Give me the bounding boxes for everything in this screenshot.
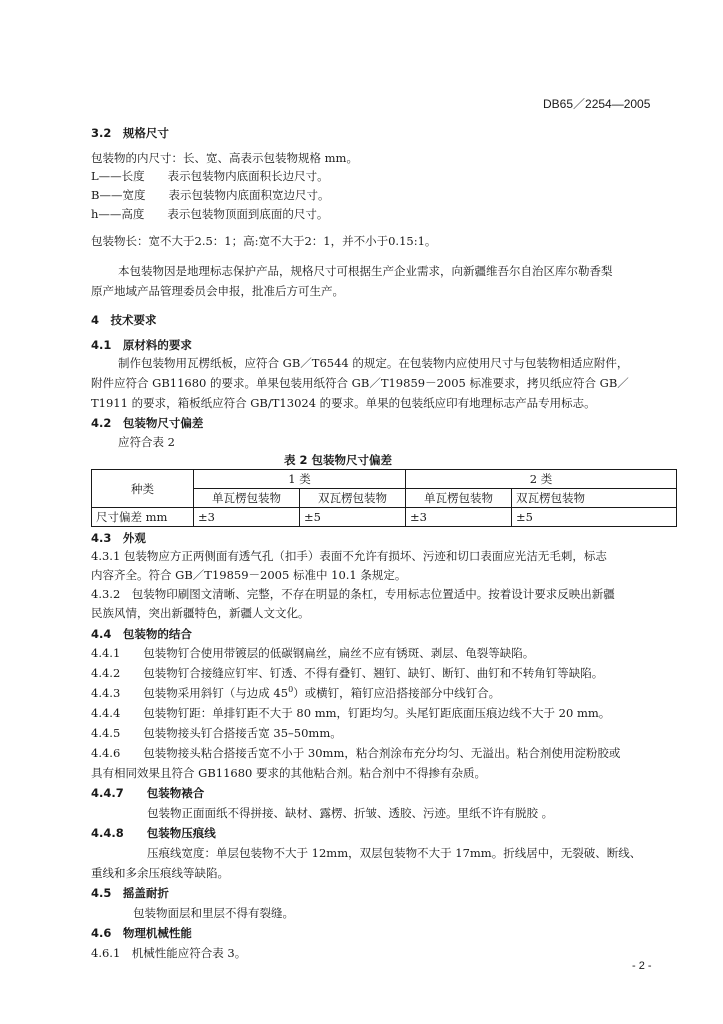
paragraph: 压痕线宽度：单层包装物不大于 12mm，双层包装物不大于 17mm。折线居中，无裂破、断线、 — [147, 846, 642, 860]
page-number: - 2 - — [632, 960, 652, 972]
paragraph: 4.4.6 包装物接头粘合搭接舌宽不小于 30mm，粘合剂涂布充分均匀、无溢出。粘合剂使用淀粉胶或 — [91, 746, 621, 760]
table-header-class-2: 2 类 — [406, 470, 677, 489]
paragraph: 4.4.5 包装物接头钉合搭接舌宽 35–50mm。 — [91, 726, 342, 740]
section-4-5-heading: 4.5 摇盖耐折 — [91, 886, 169, 900]
table-row-label: 尺寸偏差 mm — [92, 508, 194, 527]
section-4-2-heading: 4.2 包装物尺寸偏差 — [91, 416, 204, 430]
section-4-3-heading: 4.3 外观 — [91, 531, 146, 545]
table-subheader: 双瓦楞包装物 — [300, 489, 406, 508]
paragraph — [91, 685, 500, 701]
paragraph: 4.4.1 包装物钉合使用带镀层的低碳钢扁丝，扁丝不应有锈斑、剥层、龟裂等缺陷。 — [91, 646, 535, 660]
superscript: 0 — [288, 685, 294, 695]
paragraph: 包装物长：宽不大于2.5：1；高:宽不大于2：1，并不小于0.15:1。 — [91, 234, 437, 248]
table-subheader: 双瓦楞包装物 — [512, 489, 677, 508]
paragraph: 本包装物因是地理标志保护产品，规格尺寸可根据生产企业需求，向新疆维吾尔自治区库尔勒香梨 — [118, 264, 613, 278]
table-subheader: 单瓦楞包装物 — [194, 489, 300, 508]
document-code: DB65／2254—2005 — [543, 97, 651, 111]
paragraph: 原产地域产品管理委员会申报，批准后方可生产。 — [91, 284, 344, 298]
paragraph: 4.4.4 包装物钉距：单排钉距不大于 80 mm，钉距均匀。头尾钉距底面压痕边线不大于 20 mm。 — [91, 706, 611, 720]
table-cell: ±5 — [300, 508, 406, 527]
paragraph: 包装物面层和里层不得有裂缝。 — [133, 906, 294, 920]
paragraph: 重线和多余压痕线等缺陷。 — [91, 866, 229, 880]
section-4-heading: 4 技术要求 — [91, 313, 157, 327]
paragraph: 4.4.2 包装物钉合接缝应钉牢、钉透、不得有叠钉、翘钉、缺钉、断钉、曲钉和不转角钉等缺陷。 — [91, 666, 604, 680]
section-4-6-heading: 4.6 物理机械性能 — [91, 926, 192, 940]
table-2-title: 表 2 包装物尺寸偏差 — [284, 453, 393, 467]
paragraph: 4.3.1 包装物应方正两侧面有透气孔（扣手）表面不允许有损坏、污迹和切口表面应光洁无毛刺，标志 — [91, 549, 607, 563]
size-deviation-table — [91, 469, 677, 527]
paragraph: 包装物正面面纸不得拼接、缺材、露楞、折皱、透胶、污迹。里纸不许有脱胶 。 — [147, 806, 554, 820]
text-run: ）或横钉，箱钉应沿搭接部分中线钉合。 — [293, 686, 501, 700]
paragraph: 制作包装物用瓦楞纸板，应符合 GB／T6544 的规定。在包装物内应使用尺寸与包装物相适应附件， — [118, 356, 629, 370]
section-4-4-7-heading: 4.4.7 包装物裱合 — [91, 786, 205, 800]
table-subheader: 单瓦楞包装物 — [406, 489, 512, 508]
table-row — [92, 508, 677, 527]
definition-height: h——高度 表示包装物顶面到底面的尺寸。 — [91, 207, 329, 221]
section-3-2-heading: 3.2 规格尺寸 — [91, 126, 169, 140]
paragraph: 民族风情，突出新疆特色，新疆人文文化。 — [91, 606, 310, 620]
definition-length: L——长度 表示包装物内底面积长边尺寸。 — [91, 169, 329, 183]
paragraph: 应符合表 2 — [118, 435, 175, 449]
table-cell: ±5 — [512, 508, 677, 527]
section-4-4-heading: 4.4 包装物的结合 — [91, 627, 192, 641]
paragraph: 具有相同效果且符合 GB11680 要求的其他粘合剂。粘合剂中不得掺有杂质。 — [91, 766, 487, 780]
table-header-row — [92, 470, 677, 489]
paragraph: T1911 的要求，箱板纸应符合 GB/T13024 的要求。单果的包装纸应印有地理标志产品专用标志。 — [91, 396, 596, 410]
paragraph: 4.6.1 机械性能应符合表 3。 — [91, 946, 247, 960]
paragraph: 4.3.2 包装物印刷图文清晰、完整，不存在明显的条杠，专用标志位置适中。按着设计要求反映出新疆 — [91, 587, 615, 601]
table-header-class-1: 1 类 — [194, 470, 406, 489]
table-cell: ±3 — [406, 508, 512, 527]
table-cell: ±3 — [194, 508, 300, 527]
section-4-1-heading: 4.1 原材料的要求 — [91, 338, 192, 352]
table-header-category: 种类 — [92, 470, 194, 508]
paragraph: 内容齐全。符合 GB／T19859－2005 标准中 10.1 条规定。 — [91, 568, 407, 582]
section-4-4-8-heading: 4.4.8 包装物压痕线 — [91, 826, 216, 840]
paragraph: 包装物的内尺寸：长、宽、高表示包装物规格 mm。 — [91, 151, 358, 165]
definition-width: B——宽度 表示包装物内底面积宽边尺寸。 — [91, 188, 330, 202]
text-run: 4.4.3 包装物采用斜钉（与边成 45 — [91, 686, 289, 700]
paragraph: 附件应符合 GB11680 的要求。单果包装用纸符合 GB／T19859－2005 标准要求，拷贝纸应符合 GB／ — [91, 376, 629, 390]
